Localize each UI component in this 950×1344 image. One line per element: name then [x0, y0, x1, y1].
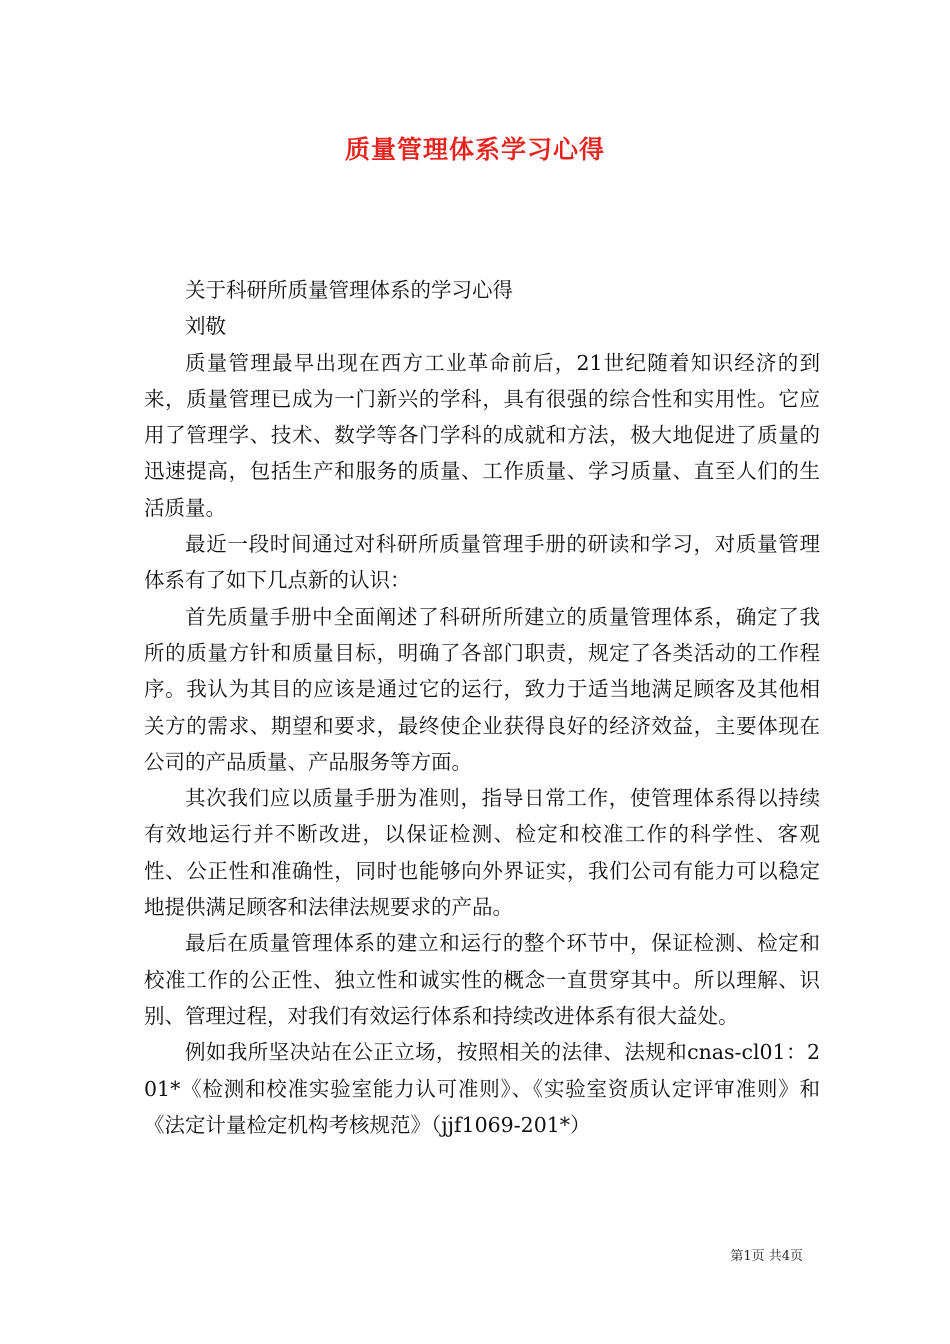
document-body [144, 272, 820, 1143]
body-paragraph: 例如我所坚决站在公正立场，按照相关的法律、法规和cnas-cl01：201*《检测和校准实验室能力认可准则》、《实验室资质认定评审准则》和《法定计量检定机构考核规范》（jjf1069-201*） [144, 1040, 820, 1137]
body-paragraph: 首先质量手册中全面阐述了科研所所建立的质量管理体系，确定了我所的质量方针和质量目标，明确了各部门职责，规定了各类活动的工作程序。我认为其目的应该是通过它的运行，致力于适当地满足顾客及其他相关方的需求、期望和要求，最终使企业获得良好的经济效益，主要体现在公司的产品质量、产品服务等方面。 [144, 604, 820, 774]
body-paragraph: 其次我们应以质量手册为准则，指导日常工作，使管理体系得以持续有效地运行并不断改进，以保证检测、检定和校准工作的科学性、客观性、公正性和准确性，同时也能够向外界证实，我们公司有能力可以稳定地提供满足顾客和法律法规要求的产品。 [144, 786, 820, 920]
author-paragraph: 刘敬 [185, 314, 226, 339]
body-paragraph: 最近一段时间通过对科研所质量管理手册的研读和学习，对质量管理体系有了如下几点新的认识： [144, 532, 820, 593]
subtitle-paragraph: 关于科研所质量管理体系的学习心得 [185, 278, 513, 302]
document-title: 质量管理体系学习心得 [344, 135, 605, 164]
page-number: 第1页 共4页 [730, 1249, 803, 1264]
body-paragraph: 最后在质量管理体系的建立和运行的整个环节中，保证检测、检定和校准工作的公正性、独立性和诚实性的概念一直贯穿其中。所以理解、识别、管理过程，对我们有效运行体系和持续改进体系有很大益处。 [144, 931, 820, 1028]
body-paragraph: 质量管理最早出现在西方工业革命前后，21世纪随着知识经济的到来，质量管理已成为一门新兴的学科，具有很强的综合性和实用性。它应用了管理学、技术、数学等各门学科的成就和方法，极大地促进了质量的迅速提高，包括生产和服务的质量、工作质量、学习质量、直至人们的生活质量。 [144, 350, 820, 520]
